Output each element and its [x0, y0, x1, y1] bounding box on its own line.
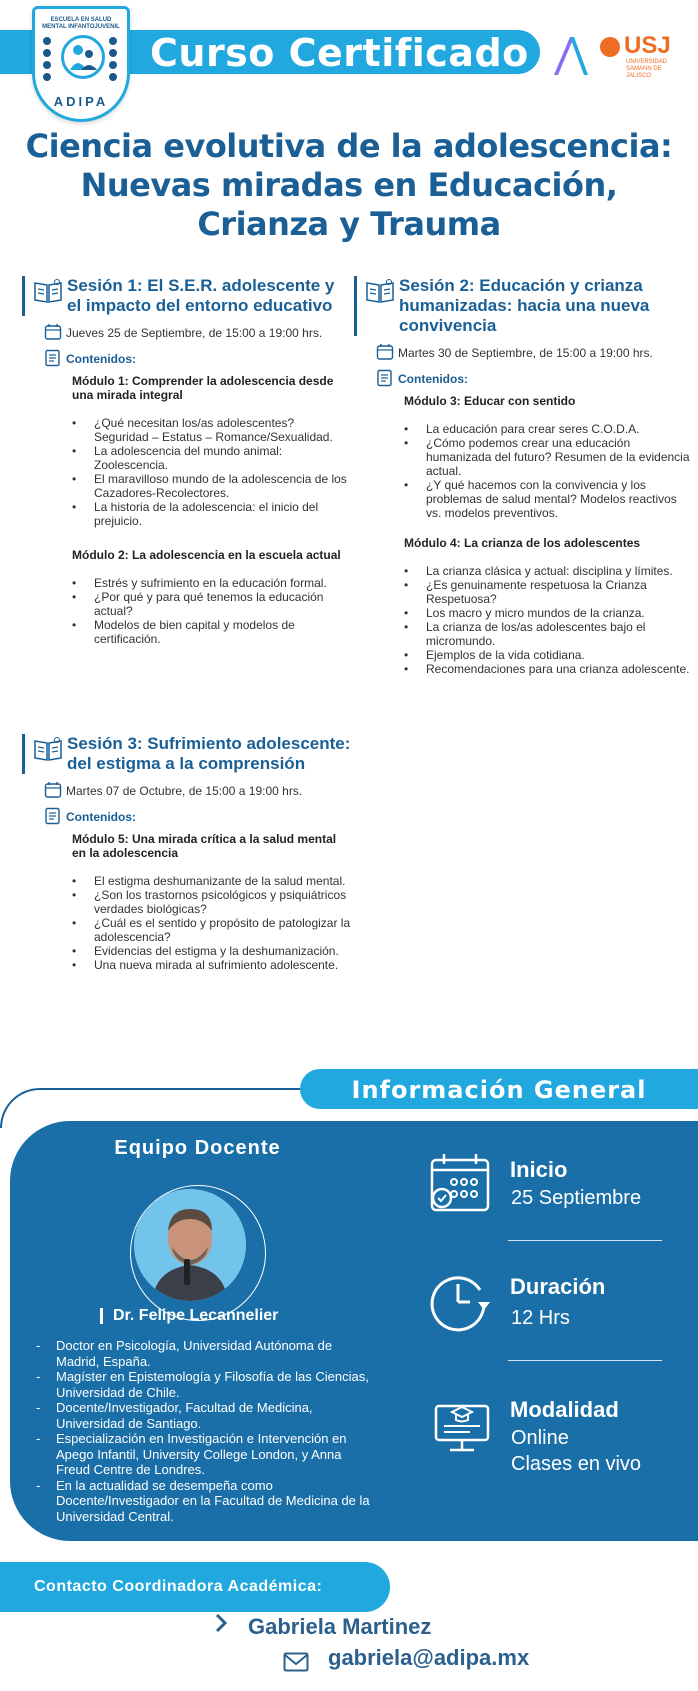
session-1-title — [22, 276, 352, 316]
contact-name: Gabriela Martinez — [248, 1614, 432, 1639]
logo-dots-left — [43, 37, 53, 85]
session-2 — [354, 276, 690, 676]
duration-label: Duración — [510, 1274, 606, 1299]
session-3-title — [22, 734, 352, 774]
usj-seal-icon — [600, 37, 620, 57]
session-2-contents-label — [354, 372, 690, 386]
list-item: • ¿Por qué y para qué tenemos la educación actual? — [94, 590, 352, 618]
contact-email[interactable]: gabriela@adipa.mx — [328, 1645, 530, 1670]
session-date-text: Martes 30 de Septiembre, de 15:00 a 19:00 hrs. — [398, 346, 653, 360]
usj-logo-text: USJ — [624, 32, 671, 59]
calendar-icon — [376, 343, 394, 361]
list-item: • ¿Cómo podemos crear una educación humanizada del futuro? Resumen de la evidencia actual. — [426, 436, 690, 478]
open-book-icon — [365, 278, 395, 304]
start-value: 25 Septiembre — [511, 1187, 642, 1209]
bio-item: - Magíster en Epistemología y Filosofía de las Ciencias, Universidad de Chile. — [56, 1369, 376, 1400]
session-3-date — [22, 784, 352, 798]
module-4-title: Módulo 4: La crianza de los adolescentes — [404, 536, 641, 550]
module-3-title: Módulo 3: Educar con sentido — [404, 394, 576, 408]
list-item: • El estigma deshumanizante de la salud mental. — [94, 874, 352, 888]
document-icon — [376, 369, 394, 387]
module-1-title: Módulo 1: Comprender la adolescencia desde una mirada integral — [72, 374, 334, 402]
list-item: • ¿Cuál es el sentido y propósito de patologizar la adolescencia? — [94, 916, 352, 944]
session-date-text: Martes 07 de Octubre, de 15:00 a 19:00 hrs. — [66, 784, 303, 798]
bio-item: - Doctor en Psicología, Universidad Autónoma de Madrid, España. — [56, 1338, 376, 1369]
mail-icon — [283, 1652, 309, 1672]
session-3-contents-label — [22, 810, 352, 824]
info-title: Información General — [351, 1076, 647, 1104]
session-2-date — [354, 346, 690, 360]
list-item: • La adolescencia del mundo animal: Zoolescencia. — [94, 444, 352, 472]
module-5-list — [94, 874, 352, 972]
list-item: • ¿Es genuinamente respetuosa la Crianza Respetuosa? — [426, 578, 690, 606]
open-book-icon — [33, 278, 63, 304]
list-item: • Ejemplos de la vida cotidiana. — [426, 648, 690, 662]
online-class-icon — [430, 1392, 494, 1456]
chevron-right-icon — [214, 1613, 228, 1633]
separator — [508, 1240, 662, 1241]
course-title: Ciencia evolutiva de la adolescencia: Nuevas miradas en Educación, Crianza y Trauma — [25, 127, 673, 243]
document-icon — [44, 349, 62, 367]
teacher-bio-list — [56, 1338, 376, 1524]
teacher-avatar-icon — [134, 1189, 246, 1301]
mode-value-live: Clases en vivo — [511, 1453, 642, 1475]
clock-icon — [428, 1268, 492, 1332]
session-3 — [22, 734, 352, 972]
session-date-text: Jueves 25 de Septiembre, de 15:00 a 19:00 hrs. — [66, 326, 323, 340]
mode-label: Modalidad — [510, 1397, 619, 1422]
banner-title: Curso Certificado — [150, 31, 529, 75]
calendar-icon — [44, 781, 62, 799]
open-book-icon — [33, 736, 63, 762]
list-item: • Estrés y sufrimiento en la educación formal. — [94, 576, 352, 590]
module-2-title: Módulo 2: La adolescencia en la escuela actual — [72, 548, 341, 562]
mode-value-online: Online — [511, 1427, 569, 1449]
teacher-name: Dr. Felipe Lecannelier — [100, 1308, 278, 1324]
contact-title: Contacto Coordinadora Académica: — [34, 1578, 323, 1595]
session-1 — [22, 276, 352, 646]
contents-label-text: Contenidos: — [398, 372, 468, 386]
list-item: • El maravilloso mundo de la adolescencia de los Cazadores-Recolectores. — [94, 472, 352, 500]
logo-top-text: ESCUELA EN SALUD MENTAL INFANTOJUVENIL — [42, 17, 120, 30]
module-3-list — [426, 422, 690, 520]
bio-item: - Docente/Investigador, Facultad de Medicina, Universidad de Santiago. — [56, 1400, 376, 1431]
teacher-photo — [134, 1189, 246, 1301]
list-item: • Evidencias del estigma y la deshumanización. — [94, 944, 352, 958]
session-title-text: Sesión 3: Sufrimiento adolescente: del estigma a la comprensión — [67, 734, 351, 773]
session-title-text: Sesión 1: El S.E.R. adolescente y el impacto del entorno educativo — [67, 276, 335, 315]
team-title: Equipo Docente — [114, 1137, 281, 1159]
module-5-title: Módulo 5: Una mirada crítica a la salud mental en la adolescencia — [72, 832, 337, 860]
list-item: • ¿Qué necesitan los/as adolescentes? Seguridad – Estatus – Romance/Sexualidad. — [94, 416, 352, 444]
usj-logo-subtext: UNIVERSIDAD SAMANN DE JALISCO — [626, 59, 668, 79]
module-4-list — [426, 564, 690, 676]
contents-label-text: Contenidos: — [66, 810, 136, 824]
list-item: • Modelos de bien capital y modelos de certificación. — [94, 618, 352, 646]
calendar-icon — [44, 323, 62, 341]
session-title-text: Sesión 2: Educación y crianza humanizadas: hacia una nueva convivencia — [399, 276, 650, 335]
session-1-date — [22, 326, 352, 340]
partner-a-logo-icon — [550, 33, 590, 77]
document-icon — [44, 807, 62, 825]
list-item: • Una nueva mirada al sufrimiento adolescente. — [94, 958, 352, 972]
list-item: • Recomendaciones para una crianza adolescente. — [426, 662, 690, 676]
list-item: • La crianza de los/as adolescentes bajo el micromundo. — [426, 620, 690, 648]
logo-figure-icon — [61, 35, 105, 79]
list-item: • La educación para crear seres C.O.D.A. — [426, 422, 690, 436]
list-item: • La crianza clásica y actual: disciplina y límites. — [426, 564, 690, 578]
calendar-check-icon — [428, 1152, 492, 1216]
module-2-list — [94, 576, 352, 646]
list-item: • ¿Y qué hacemos con la convivencia y los problemas de salud mental? Modelos reactivos vs. modelos preventivos. — [426, 478, 690, 520]
list-item: • ¿Son los trastornos psicológicos y psiquiátricos verdades biológicas? — [94, 888, 352, 916]
contents-label-text: Contenidos: — [66, 352, 136, 366]
list-item: • Los macro y micro mundos de la crianza. — [426, 606, 690, 620]
list-item: • La historia de la adolescencia: el inicio del prejuicio. — [94, 500, 352, 528]
bio-item: - Especialización en Investigación e Intervención en Apego Infantil, University College London, y Anna Freud Centre de Londres. — [56, 1431, 376, 1478]
logo-dots-right — [109, 37, 119, 85]
duration-value: 12 Hrs — [511, 1307, 570, 1329]
session-1-contents-label — [22, 352, 352, 366]
session-2-title — [354, 276, 690, 336]
adipa-logo — [32, 6, 130, 122]
start-label: Inicio — [510, 1157, 568, 1182]
separator — [508, 1360, 662, 1361]
module-1-list — [94, 416, 352, 528]
bio-item: - En la actualidad se desempeña como Docente/Investigador en la Facultad de Medicina de la Universidad Central. — [56, 1478, 376, 1525]
logo-bottom-text: ADIPA — [53, 94, 109, 109]
